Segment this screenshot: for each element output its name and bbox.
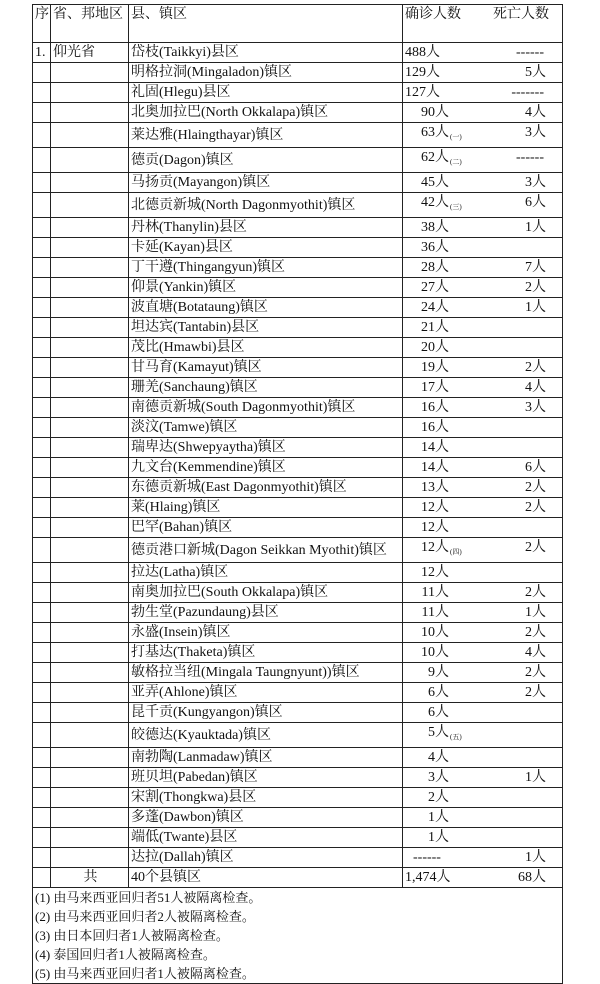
row-township: 丁干遵(Thingangyun)镇区 bbox=[129, 258, 403, 278]
row-cases: 36人 bbox=[421, 240, 449, 255]
row-cases: 12人 bbox=[421, 500, 449, 515]
row-township: 珊羌(Sanchaung)镇区 bbox=[129, 378, 403, 398]
row-cases: 16人 bbox=[421, 420, 449, 435]
table-row bbox=[33, 683, 563, 703]
row-seq bbox=[33, 808, 51, 828]
table-row bbox=[33, 258, 563, 278]
row-province bbox=[51, 683, 129, 703]
table-row bbox=[33, 583, 563, 603]
row-seq bbox=[33, 498, 51, 518]
row-township: 南德贡新城(South Dagonmyothit)镇区 bbox=[129, 398, 403, 418]
row-province bbox=[51, 603, 129, 623]
row-province bbox=[51, 378, 129, 398]
row-province bbox=[51, 358, 129, 378]
row-cases-deaths bbox=[403, 498, 563, 518]
row-deaths: 1人 bbox=[525, 220, 546, 235]
row-seq bbox=[33, 378, 51, 398]
table-row bbox=[33, 828, 563, 848]
table-row bbox=[33, 643, 563, 663]
row-cases-deaths bbox=[403, 563, 563, 583]
row-cases-deaths bbox=[403, 808, 563, 828]
row-township: 丹林(Thanylin)县区 bbox=[129, 218, 403, 238]
row-deaths: 4人 bbox=[525, 380, 546, 395]
row-township: 九文台(Kemmendine)镇区 bbox=[129, 458, 403, 478]
row-province bbox=[51, 478, 129, 498]
footnote-marker: (一) bbox=[450, 133, 462, 141]
row-township: 昆千贡(Kungyangon)镇区 bbox=[129, 703, 403, 723]
row-province bbox=[51, 298, 129, 318]
row-cases: 63人 bbox=[421, 125, 449, 140]
row-cases-deaths bbox=[403, 298, 563, 318]
row-seq bbox=[33, 123, 51, 148]
row-seq bbox=[33, 193, 51, 218]
row-deaths: 1人 bbox=[525, 300, 546, 315]
row-cases-deaths bbox=[403, 278, 563, 298]
row-township: 礼固(Hlegu)县区 bbox=[129, 83, 403, 103]
table-row bbox=[33, 538, 563, 563]
row-township: 德贡港口新城(Dagon Seikkan Myothit)镇区 bbox=[129, 538, 403, 563]
row-township: 东德贡新城(East Dagonmyothit)镇区 bbox=[129, 478, 403, 498]
row-seq bbox=[33, 418, 51, 438]
row-seq bbox=[33, 583, 51, 603]
row-cases-deaths bbox=[403, 398, 563, 418]
table-row bbox=[33, 478, 563, 498]
row-cases: 19人 bbox=[421, 360, 449, 375]
row-seq bbox=[33, 643, 51, 663]
row-seq bbox=[33, 788, 51, 808]
row-seq bbox=[33, 278, 51, 298]
table-row bbox=[33, 518, 563, 538]
table-row bbox=[33, 193, 563, 218]
row-province bbox=[51, 218, 129, 238]
table-row bbox=[33, 358, 563, 378]
row-cases-deaths bbox=[403, 768, 563, 788]
row-deaths: 7人 bbox=[525, 260, 546, 275]
row-seq bbox=[33, 458, 51, 478]
row-province bbox=[51, 643, 129, 663]
row-cases-deaths bbox=[403, 378, 563, 398]
row-province bbox=[51, 498, 129, 518]
row-cases-deaths bbox=[403, 258, 563, 278]
row-township: 茂比(Hmawbi)县区 bbox=[129, 338, 403, 358]
total-townships: 40个县镇区 bbox=[129, 868, 403, 888]
row-township: 岱枝(Taikkyi)县区 bbox=[129, 43, 403, 63]
table-row bbox=[33, 418, 563, 438]
row-province bbox=[51, 583, 129, 603]
table-row bbox=[33, 563, 563, 583]
table-row bbox=[33, 238, 563, 258]
row-deaths: 2人 bbox=[525, 585, 546, 600]
row-township: 拉达(Latha)镇区 bbox=[129, 563, 403, 583]
table-row bbox=[33, 298, 563, 318]
table-row bbox=[33, 623, 563, 643]
row-province bbox=[51, 418, 129, 438]
row-seq bbox=[33, 768, 51, 788]
row-province bbox=[51, 318, 129, 338]
footnote-marker: (二) bbox=[450, 158, 462, 166]
total-cases: 1,474人 bbox=[405, 870, 451, 885]
row-township: 瑞卑达(Shwepyaytha)镇区 bbox=[129, 438, 403, 458]
row-deaths: 2人 bbox=[525, 625, 546, 640]
row-deaths: 3人 bbox=[525, 400, 546, 415]
row-cases-deaths bbox=[403, 643, 563, 663]
row-cases: 14人 bbox=[421, 460, 449, 475]
row-province bbox=[51, 538, 129, 563]
row-seq bbox=[33, 358, 51, 378]
row-township: 皎德达(Kyauktada)镇区 bbox=[129, 723, 403, 748]
row-seq bbox=[33, 103, 51, 123]
row-seq bbox=[33, 603, 51, 623]
table-row bbox=[33, 103, 563, 123]
table-row bbox=[33, 748, 563, 768]
row-cases-deaths bbox=[403, 43, 563, 63]
row-province bbox=[51, 828, 129, 848]
row-province bbox=[51, 258, 129, 278]
row-cases: 12人 bbox=[421, 565, 449, 580]
row-seq bbox=[33, 683, 51, 703]
row-province bbox=[51, 438, 129, 458]
table-row bbox=[33, 148, 563, 173]
row-cases-deaths bbox=[403, 218, 563, 238]
row-cases-deaths bbox=[403, 458, 563, 478]
row-seq bbox=[33, 148, 51, 173]
row-cases-deaths bbox=[403, 238, 563, 258]
row-cases: 9人 bbox=[428, 665, 449, 680]
table-row bbox=[33, 63, 563, 83]
row-township: 巴罕(Bahan)镇区 bbox=[129, 518, 403, 538]
row-province bbox=[51, 338, 129, 358]
table-row bbox=[33, 603, 563, 623]
row-seq bbox=[33, 258, 51, 278]
row-township: 北德贡新城(North Dagonmyothit)镇区 bbox=[129, 193, 403, 218]
row-cases: 12人 bbox=[421, 520, 449, 535]
table-row bbox=[33, 703, 563, 723]
row-cases: 20人 bbox=[421, 340, 449, 355]
row-province bbox=[51, 278, 129, 298]
row-province bbox=[51, 83, 129, 103]
row-township: 坦达宾(Tantabin)县区 bbox=[129, 318, 403, 338]
row-cases-deaths bbox=[403, 518, 563, 538]
row-township: 明格拉洞(Mingaladon)镇区 bbox=[129, 63, 403, 83]
row-province bbox=[51, 623, 129, 643]
row-cases: 62人 bbox=[421, 150, 449, 165]
row-seq bbox=[33, 663, 51, 683]
row-seq bbox=[33, 318, 51, 338]
row-township: 多蓬(Dawbon)镇区 bbox=[129, 808, 403, 828]
footnote-line: (3) 由日本回归者1人被隔离检查。 bbox=[35, 928, 229, 943]
row-province bbox=[51, 723, 129, 748]
row-deaths: 6人 bbox=[525, 460, 546, 475]
total-deaths: 68人 bbox=[518, 870, 546, 885]
row-township: 仰景(Yankin)镇区 bbox=[129, 278, 403, 298]
row-cases: 12人 bbox=[421, 540, 449, 555]
row-province bbox=[51, 63, 129, 83]
row-cases-deaths bbox=[403, 703, 563, 723]
row-cases: 127人 bbox=[405, 85, 440, 100]
total-cases-deaths bbox=[403, 868, 563, 888]
table-row bbox=[33, 723, 563, 748]
footnote-marker: (五) bbox=[450, 733, 462, 741]
row-township: 宋割(Thongkwa)县区 bbox=[129, 788, 403, 808]
row-cases-deaths bbox=[403, 788, 563, 808]
row-deaths: ------- bbox=[511, 85, 544, 100]
table-row bbox=[33, 378, 563, 398]
row-province bbox=[51, 808, 129, 828]
table-header-row bbox=[33, 5, 563, 43]
row-cases: 28人 bbox=[421, 260, 449, 275]
row-township: 德贡(Dagon)镇区 bbox=[129, 148, 403, 173]
row-deaths: 2人 bbox=[525, 500, 546, 515]
row-cases: 4人 bbox=[428, 750, 449, 765]
table-row bbox=[33, 768, 563, 788]
row-province bbox=[51, 768, 129, 788]
row-province: 仰光省 bbox=[51, 43, 129, 63]
row-seq bbox=[33, 238, 51, 258]
row-deaths: ------ bbox=[516, 45, 544, 60]
row-seq bbox=[33, 173, 51, 193]
row-seq bbox=[33, 848, 51, 868]
row-cases-deaths bbox=[403, 848, 563, 868]
row-cases: 17人 bbox=[421, 380, 449, 395]
row-township: 永盛(Insein)镇区 bbox=[129, 623, 403, 643]
row-cases: 21人 bbox=[421, 320, 449, 335]
row-cases: 6人 bbox=[428, 685, 449, 700]
covid-cases-table bbox=[32, 4, 563, 984]
row-cases: 5人 bbox=[428, 725, 449, 740]
row-seq bbox=[33, 438, 51, 458]
row-township: 淡汶(Tamwe)镇区 bbox=[129, 418, 403, 438]
row-province bbox=[51, 193, 129, 218]
row-province bbox=[51, 703, 129, 723]
row-cases-deaths bbox=[403, 123, 563, 148]
row-cases-deaths bbox=[403, 478, 563, 498]
row-cases: 16人 bbox=[421, 400, 449, 415]
row-seq bbox=[33, 218, 51, 238]
row-cases-deaths bbox=[403, 748, 563, 768]
table-row bbox=[33, 498, 563, 518]
row-seq bbox=[33, 63, 51, 83]
row-seq bbox=[33, 828, 51, 848]
table-row bbox=[33, 458, 563, 478]
row-deaths: 2人 bbox=[525, 540, 546, 555]
row-cases: 6人 bbox=[428, 705, 449, 720]
row-deaths: 1人 bbox=[525, 770, 546, 785]
row-cases: 2人 bbox=[428, 790, 449, 805]
row-cases-deaths bbox=[403, 603, 563, 623]
footnote-marker: (四) bbox=[450, 548, 462, 556]
row-deaths: 2人 bbox=[525, 665, 546, 680]
table-row bbox=[33, 788, 563, 808]
row-cases: 10人 bbox=[421, 645, 449, 660]
row-cases: 11人 bbox=[421, 605, 449, 620]
row-deaths: 4人 bbox=[525, 645, 546, 660]
row-province bbox=[51, 173, 129, 193]
row-province bbox=[51, 458, 129, 478]
table-row bbox=[33, 808, 563, 828]
row-deaths: ------ bbox=[516, 150, 544, 165]
row-township: 敏格拉当纽(Mingala Taungnyunt))镇区 bbox=[129, 663, 403, 683]
header-township: 县、镇区 bbox=[129, 5, 403, 43]
row-cases: 27人 bbox=[421, 280, 449, 295]
row-cases: 13人 bbox=[421, 480, 449, 495]
row-township: 北奥加拉巴(North Okkalapa)镇区 bbox=[129, 103, 403, 123]
row-province bbox=[51, 238, 129, 258]
table-row bbox=[33, 338, 563, 358]
table-row bbox=[33, 43, 563, 63]
header-deaths: 死亡人数 bbox=[493, 7, 549, 22]
row-province bbox=[51, 663, 129, 683]
footnote-line: (1) 由马来西亚回归者51人被隔离检查。 bbox=[35, 890, 262, 905]
row-cases-deaths bbox=[403, 173, 563, 193]
row-township: 莱达雅(Hlaingthayar)镇区 bbox=[129, 123, 403, 148]
row-cases-deaths bbox=[403, 63, 563, 83]
row-cases-deaths bbox=[403, 358, 563, 378]
row-deaths: 3人 bbox=[525, 125, 546, 140]
row-seq bbox=[33, 723, 51, 748]
table-row bbox=[33, 438, 563, 458]
row-province bbox=[51, 518, 129, 538]
row-cases-deaths bbox=[403, 723, 563, 748]
row-seq bbox=[33, 338, 51, 358]
row-cases-deaths bbox=[403, 828, 563, 848]
row-deaths: 5人 bbox=[525, 65, 546, 80]
row-seq bbox=[33, 298, 51, 318]
row-cases: 90人 bbox=[421, 105, 449, 120]
row-deaths: 1人 bbox=[525, 850, 546, 865]
row-township: 南奥加拉巴(South Okkalapa)镇区 bbox=[129, 583, 403, 603]
row-deaths: 2人 bbox=[525, 685, 546, 700]
row-cases: 38人 bbox=[421, 220, 449, 235]
row-township: 勃生堂(Pazundaung)县区 bbox=[129, 603, 403, 623]
row-township: 卡延(Kayan)县区 bbox=[129, 238, 403, 258]
row-province bbox=[51, 563, 129, 583]
row-seq bbox=[33, 518, 51, 538]
row-cases-deaths bbox=[403, 338, 563, 358]
total-seq bbox=[33, 868, 51, 888]
row-seq bbox=[33, 563, 51, 583]
row-township: 打基达(Thaketa)镇区 bbox=[129, 643, 403, 663]
row-province bbox=[51, 398, 129, 418]
footnote-line: (5) 由马来西亚回归者1人被隔离检查。 bbox=[35, 966, 255, 981]
row-township: 亚弄(Ahlone)镇区 bbox=[129, 683, 403, 703]
row-province bbox=[51, 123, 129, 148]
row-township: 端低(Twante)县区 bbox=[129, 828, 403, 848]
row-cases: 45人 bbox=[421, 175, 449, 190]
row-cases-deaths bbox=[403, 538, 563, 563]
row-province bbox=[51, 788, 129, 808]
row-township: 马扬贡(Mayangon)镇区 bbox=[129, 173, 403, 193]
row-seq bbox=[33, 538, 51, 563]
header-province: 省、邦地区 bbox=[51, 5, 129, 43]
footnotes-row bbox=[33, 888, 563, 984]
row-cases-deaths bbox=[403, 103, 563, 123]
row-deaths: 1人 bbox=[525, 605, 546, 620]
row-cases-deaths bbox=[403, 583, 563, 603]
row-township: 南勃陶(Lanmadaw)镇区 bbox=[129, 748, 403, 768]
row-deaths: 4人 bbox=[525, 105, 546, 120]
table-row bbox=[33, 848, 563, 868]
footnote-line: (2) 由马来西亚回归者2人被隔离检查。 bbox=[35, 909, 255, 924]
row-province bbox=[51, 103, 129, 123]
header-seq: 序 bbox=[33, 5, 51, 43]
row-cases-deaths bbox=[403, 193, 563, 218]
footnotes bbox=[33, 888, 563, 984]
table-row bbox=[33, 663, 563, 683]
row-deaths: 6人 bbox=[525, 195, 546, 210]
row-cases: 488人 bbox=[405, 45, 440, 60]
table-row bbox=[33, 218, 563, 238]
row-township: 达拉(Dallah)镇区 bbox=[129, 848, 403, 868]
row-province bbox=[51, 748, 129, 768]
row-seq bbox=[33, 748, 51, 768]
row-cases-deaths bbox=[403, 438, 563, 458]
table-row bbox=[33, 318, 563, 338]
table-row bbox=[33, 398, 563, 418]
row-cases: 11人 bbox=[421, 585, 449, 600]
row-cases: 24人 bbox=[421, 300, 449, 315]
row-cases-deaths bbox=[403, 418, 563, 438]
row-cases: 3人 bbox=[428, 770, 449, 785]
row-deaths: 3人 bbox=[525, 175, 546, 190]
row-cases: 10人 bbox=[421, 625, 449, 640]
row-seq bbox=[33, 478, 51, 498]
table-row bbox=[33, 83, 563, 103]
header-cases-deaths bbox=[403, 5, 563, 43]
row-cases-deaths bbox=[403, 623, 563, 643]
row-seq bbox=[33, 623, 51, 643]
row-township: 甘马育(Kamayut)镇区 bbox=[129, 358, 403, 378]
row-cases-deaths bbox=[403, 318, 563, 338]
row-cases: ------ bbox=[413, 850, 441, 865]
table-row bbox=[33, 278, 563, 298]
row-seq bbox=[33, 83, 51, 103]
row-cases: 42人 bbox=[421, 195, 449, 210]
row-deaths: 2人 bbox=[525, 280, 546, 295]
table-row bbox=[33, 123, 563, 148]
row-cases: 14人 bbox=[421, 440, 449, 455]
total-label: 共 bbox=[51, 868, 129, 888]
row-township: 班贝坦(Pabedan)镇区 bbox=[129, 768, 403, 788]
row-township: 莱(Hlaing)镇区 bbox=[129, 498, 403, 518]
row-seq: 1. bbox=[33, 43, 51, 63]
total-row bbox=[33, 868, 563, 888]
row-province bbox=[51, 148, 129, 173]
row-cases-deaths bbox=[403, 683, 563, 703]
row-deaths: 2人 bbox=[525, 360, 546, 375]
row-deaths: 2人 bbox=[525, 480, 546, 495]
row-province bbox=[51, 848, 129, 868]
row-cases: 1人 bbox=[428, 810, 449, 825]
row-seq bbox=[33, 703, 51, 723]
footnote-line: (4) 泰国回归者1人被隔离检查。 bbox=[35, 947, 216, 962]
row-cases-deaths bbox=[403, 663, 563, 683]
row-cases: 1人 bbox=[428, 830, 449, 845]
row-cases-deaths bbox=[403, 83, 563, 103]
row-cases-deaths bbox=[403, 148, 563, 173]
table-row bbox=[33, 173, 563, 193]
row-township: 波直塘(Botataung)镇区 bbox=[129, 298, 403, 318]
footnote-marker: (三) bbox=[450, 203, 462, 211]
row-cases: 129人 bbox=[405, 65, 440, 80]
header-cases: 确诊人数 bbox=[405, 7, 461, 22]
row-seq bbox=[33, 398, 51, 418]
